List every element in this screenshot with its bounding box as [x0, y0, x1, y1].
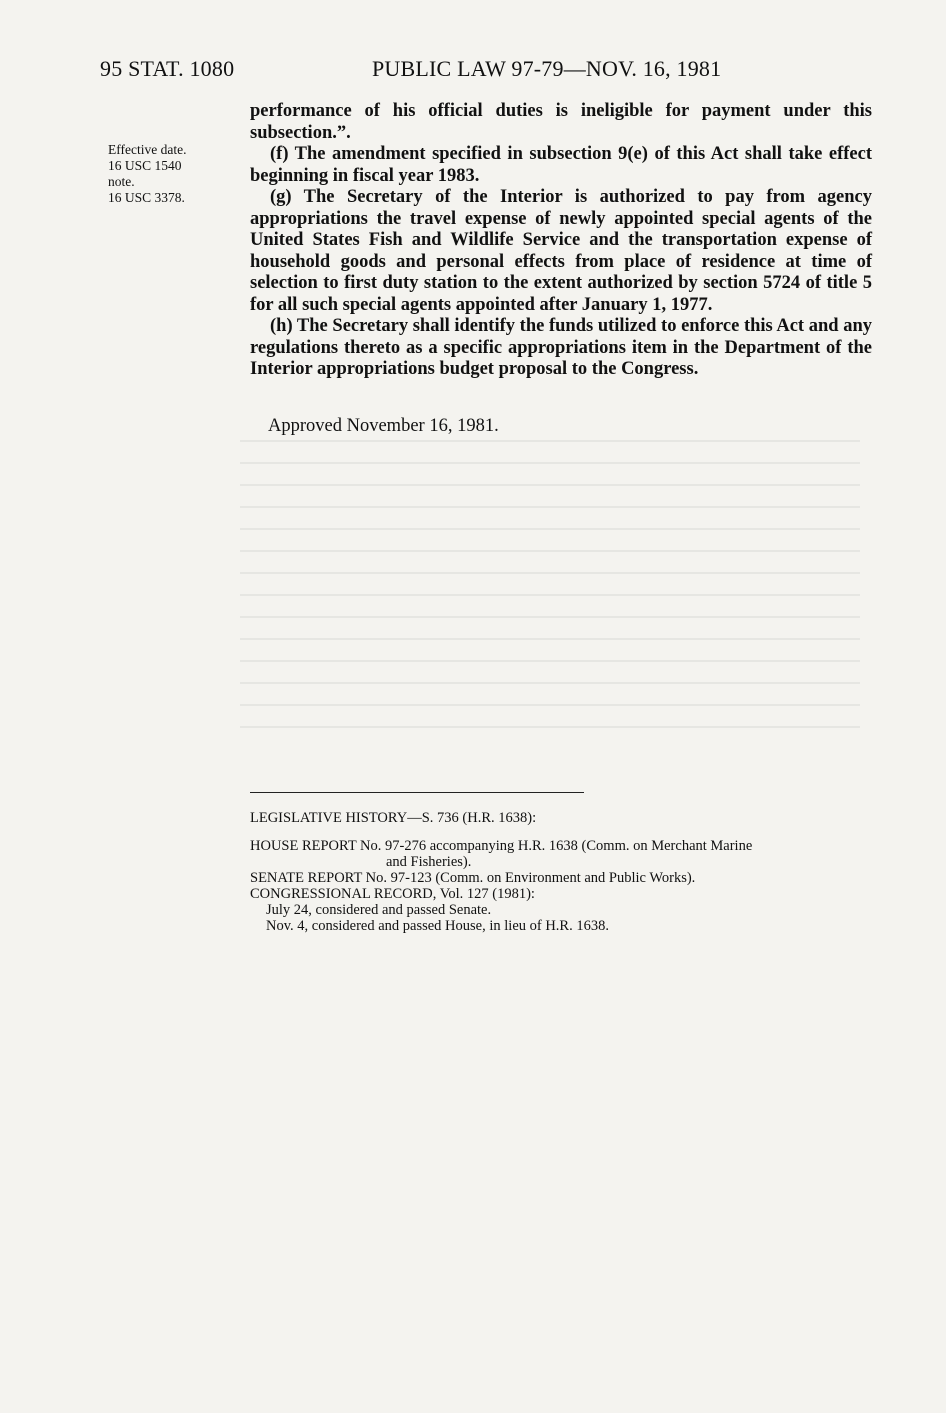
legislative-history-title: LEGISLATIVE HISTORY—S. 736 (H.R. 1638): [250, 810, 537, 826]
house-report-cont: and Fisheries). [386, 854, 472, 870]
section-divider [250, 792, 584, 793]
page-running-head: PUBLIC LAW 97-79—NOV. 16, 1981 [372, 56, 722, 81]
margin-note: Effective date. [108, 142, 187, 157]
margin-notes [108, 142, 186, 206]
paragraph-continuation: performance of his official duties is ineligible for payment under this subsection.”. [250, 101, 872, 143]
main-text [250, 101, 872, 381]
paragraph-f: (f) The amendment specified in subsection 9(e) of this Act shall take effect beginning in fiscal year 1983. [250, 144, 872, 186]
paragraph-h: (h) The Secretary shall identify the funds utilized to enforce this Act and any regulations thereto as a specific appropriations item in the Department of the Interior appropriations budget proposal to the Congress. [250, 316, 872, 379]
margin-note: 16 USC 1540 [108, 158, 182, 173]
congressional-record: CONGRESSIONAL RECORD, Vol. 127 (1981): [250, 886, 535, 902]
legislative-history [250, 810, 872, 934]
page-stat-number: 95 STAT. 1080 [100, 56, 235, 81]
record-entry: Nov. 4, considered and passed House, in lieu of H.R. 1638. [266, 918, 609, 934]
approval-line: Approved November 16, 1981. [268, 416, 499, 436]
bleed-through-texture [240, 440, 860, 780]
house-report: HOUSE REPORT No. 97-276 accompanying H.R. 1638 (Comm. on Merchant Marine [250, 838, 753, 854]
record-entry: July 24, considered and passed Senate. [266, 902, 492, 918]
senate-report: SENATE REPORT No. 97-123 (Comm. on Environment and Public Works). [250, 870, 696, 886]
margin-note: note. [108, 174, 135, 189]
paragraph-g: (g) The Secretary of the Interior is authorized to pay from agency appropriations the travel expense of newly appointed special agents of the United States Fish and Wildlife Service and the transportation expense of household goods and personal effects from place of residence at time of selection to first duty station to the extent authorized by section 5724 of title 5 for all such special agents appointed after January 1, 1977. [250, 187, 872, 315]
margin-note: 16 USC 3378. [108, 190, 185, 205]
